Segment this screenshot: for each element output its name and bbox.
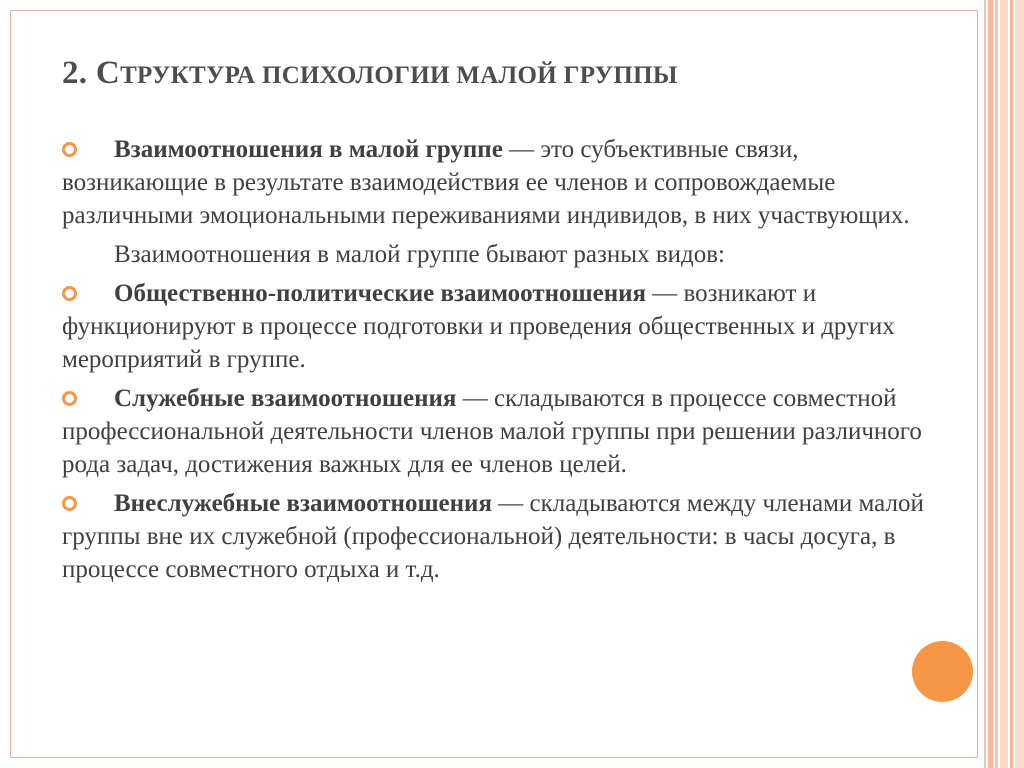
item-text: — складываются между членами малой группы вне их служебной (профессиональной) деятельности: в часы досуга, в процессе совместного отдыха и т.д.: [62, 490, 924, 583]
item-text: — возникают и функционируют в процессе подготовки и проведения общественных и других мероприятий в группе.: [62, 280, 895, 373]
bullet-item: [62, 382, 942, 481]
stripe: [984, 0, 986, 768]
item-text: — это субъективные связи, возникающие в результате взаимодействия ее членов и сопровождаемые различными эмоциональными переживаниями индивидов, в них участвующих.: [62, 136, 910, 229]
slide-title: [62, 55, 942, 92]
bullet-item: [62, 133, 942, 232]
stripe: [1015, 0, 1024, 768]
bullet-item: [62, 277, 942, 376]
orange-ring-bullet-icon: [62, 286, 77, 301]
item-term: Взаимоотношения в малой группе: [114, 136, 503, 163]
slide-body: [62, 133, 942, 592]
title-first-letter: С: [95, 55, 121, 91]
orange-ring-bullet-icon: [62, 391, 77, 406]
stripe: [995, 0, 998, 768]
item-term: Внеслужебные взаимоотношения: [114, 490, 492, 517]
bullet-item: [62, 487, 942, 586]
intro-line: Взаимоотношения в малой группе бывают разных видов:: [114, 241, 725, 268]
orange-ring-bullet-icon: [62, 142, 77, 157]
orange-circle-decoration: [912, 641, 973, 702]
orange-ring-bullet-icon: [62, 496, 77, 511]
item-term: Служебные взаимоотношения: [114, 385, 457, 412]
stripe: [1000, 0, 1008, 768]
decorative-stripes: [982, 0, 1024, 768]
title-rest: ТРУКТУРА ПСИХОЛОГИИ МАЛОЙ ГРУППЫ: [120, 62, 678, 89]
stripe: [1010, 0, 1013, 768]
title-number: 2.: [62, 55, 88, 91]
item-term: Общественно-политические взаимоотношения: [114, 280, 647, 307]
stripe: [988, 0, 993, 768]
item-text: — складываются в процессе совместной профессиональной деятельности членов малой группы при решении различного рода задач, достижения важных для ее членов целей.: [62, 385, 922, 478]
